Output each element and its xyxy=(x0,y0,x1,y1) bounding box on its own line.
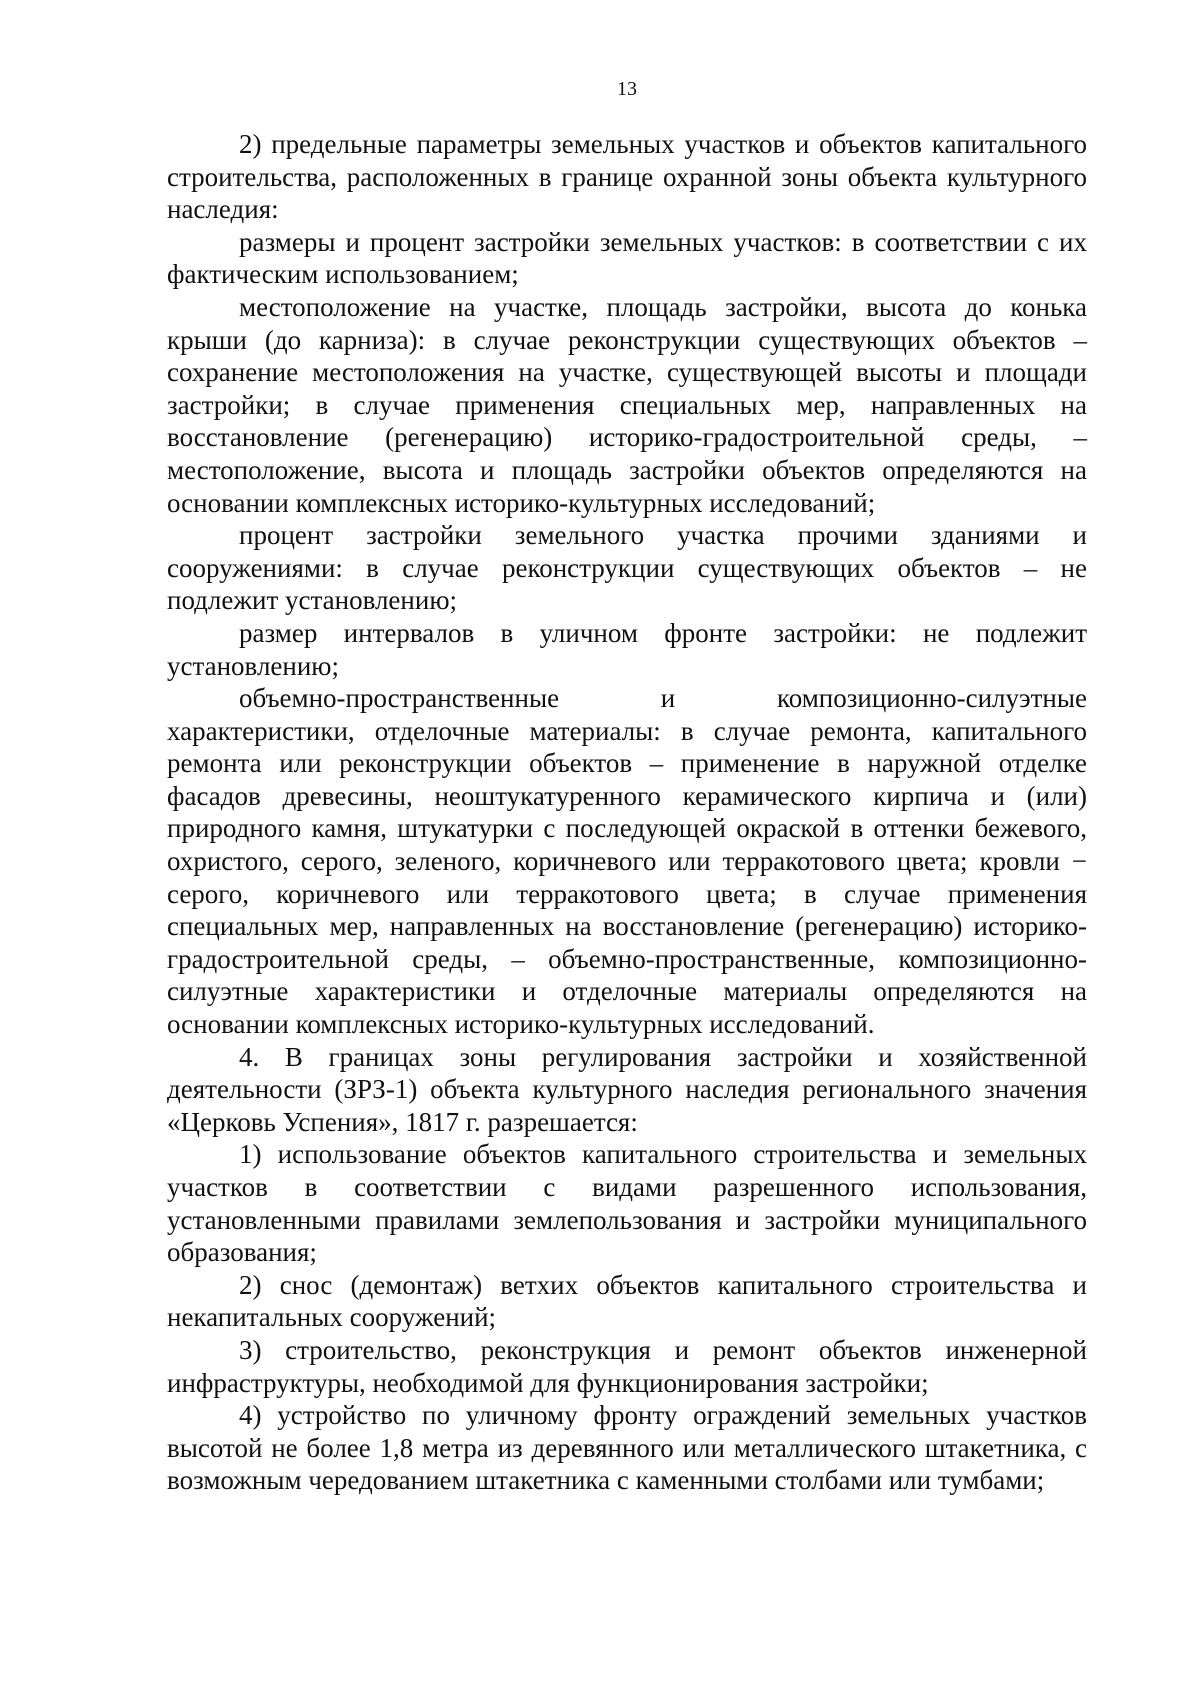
paragraph-plot-size: размеры и процент застройки земельных участков: в соответствии с их фактическим использованием; xyxy=(167,226,1087,290)
paragraph-item-2: 2) снос (демонтаж) ветхих объектов капитального строительства и некапитальных сооружений; xyxy=(167,1269,1087,1333)
paragraph-location-height: местоположение на участке, площадь застройки, высота до конька крыши (до карниза): в случае реконструкции существующих объектов – сохранение местоположения на участке, существующей высоты и площади застройки; в случае применения специальных мер, направленных на восстановление (регенерацию) историко-градостроительной среды, – местоположение, высота и площадь застройки объектов определяются на основании комплексных историко-культурных исследований; xyxy=(167,291,1087,518)
document-body xyxy=(167,128,1087,1497)
paragraph-building-percentage: процент застройки земельного участка прочими зданиями и сооружениями: в случае реконструкции существующих объектов – не подлежит установлению; xyxy=(167,520,1087,616)
paragraph-item-4: 4) устройство по уличному фронту ограждений земельных участков высотой не более 1,8 метра из деревянного или металлического штакетника, с возможным чередованием штакетника с каменными столбами или тумбами; xyxy=(167,1400,1087,1496)
paragraph-item-3: 3) строительство, реконструкция и ремонт объектов инженерной инфраструктуры, необходимой для функционирования застройки; xyxy=(167,1334,1087,1398)
page-number: 13 xyxy=(617,78,637,100)
paragraph-item-1: 1) использование объектов капитального строительства и земельных участков в соответствии с видами разрешенного использования, установленными правилами землепользования и застройки муниципального образования; xyxy=(167,1139,1087,1268)
paragraph-materials: объемно-пространственные и композиционно-силуэтные характеристики, отделочные материалы: в случае ремонта, капитального ремонта или реконструкции объектов – применение в наружной отделке фасадов древесины, неоштукатуренного керамического кирпича и (или) природного камня, штукатурки с последующей окраской в оттенки бежевого, охристого, серого, зеленого, коричневого или терракотового цвета; кровли − серого, коричневого или терракотового цвета; в случае применения специальных мер, направленных на восстановление (регенерацию) историко-градостроительной среды, – объемно-пространственные, композиционно-силуэтные характеристики и отделочные материалы определяются на основании комплексных историко-культурных исследований. xyxy=(167,683,1087,1040)
paragraph-limit-parameters: 2) предельные параметры земельных участков и объектов капитального строительства, расположенных в границе охранной зоны объекта культурного наследия: xyxy=(167,129,1087,225)
paragraph-section-4: 4. В границах зоны регулирования застройки и хозяйственной деятельности (ЗРЗ-1) объекта культурного наследия регионального значения «Церковь Успения», 1817 г. разрешается: xyxy=(167,1041,1087,1137)
paragraph-street-intervals: размер интервалов в уличном фронте застройки: не подлежит установлению; xyxy=(167,617,1087,681)
